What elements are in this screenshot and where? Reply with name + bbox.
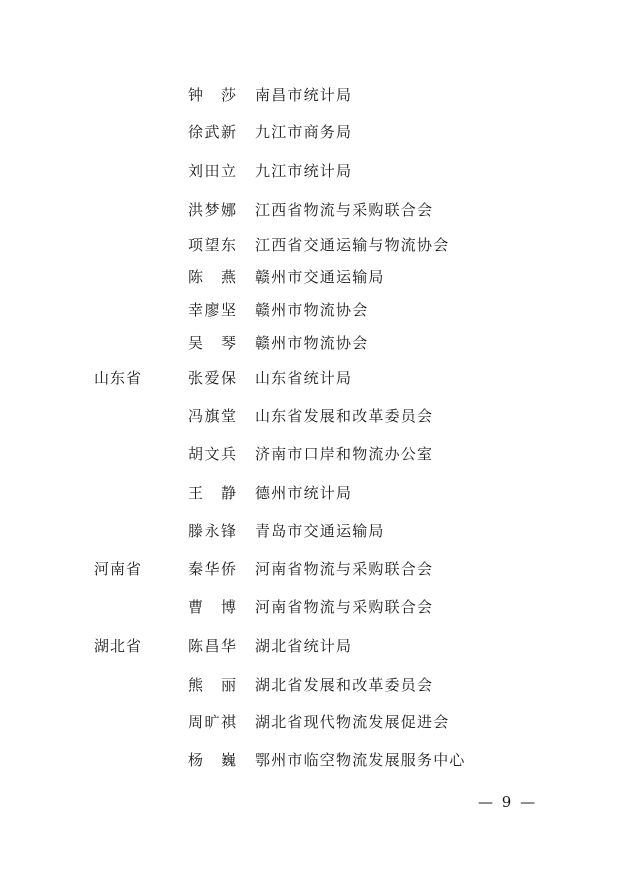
organization-name: 九江市商务局 xyxy=(255,123,353,141)
list-item xyxy=(0,404,620,428)
organization-name: 湖北省发展和改革委员会 xyxy=(255,676,434,694)
person-name: 周旷祺 xyxy=(188,713,236,731)
list-item xyxy=(0,83,620,107)
organization-name: 赣州市物流协会 xyxy=(255,301,369,319)
person-name: 幸廖坚 xyxy=(188,301,236,319)
person-name: 王 静 xyxy=(188,484,236,502)
organization-name: 河南省物流与采购联合会 xyxy=(255,598,434,616)
person-name: 曹 博 xyxy=(188,598,236,616)
person-name: 秦华侨 xyxy=(188,560,236,578)
list-item xyxy=(0,298,620,322)
organization-name: 九江市统计局 xyxy=(255,162,353,180)
list-item xyxy=(0,634,620,658)
person-name: 陈昌华 xyxy=(188,637,236,655)
person-name: 冯旗堂 xyxy=(188,407,236,425)
province-label: 河南省 xyxy=(94,560,143,578)
person-name: 项望东 xyxy=(188,236,236,254)
list-item xyxy=(0,331,620,355)
page-number: — 9 — xyxy=(478,793,538,811)
list-item xyxy=(0,442,620,466)
organization-name: 山东省发展和改革委员会 xyxy=(255,407,434,425)
person-name: 胡文兵 xyxy=(188,445,236,463)
organization-name: 赣州市物流协会 xyxy=(255,334,369,352)
organization-name: 青岛市交通运输局 xyxy=(255,522,385,540)
organization-name: 德州市统计局 xyxy=(255,484,353,502)
person-name: 熊 丽 xyxy=(188,676,236,694)
list-item xyxy=(0,748,620,772)
organization-name: 江西省交通运输与物流协会 xyxy=(255,236,450,254)
list-item xyxy=(0,710,620,734)
list-item xyxy=(0,366,620,390)
list-item xyxy=(0,673,620,697)
organization-name: 湖北省现代物流发展促进会 xyxy=(255,713,450,731)
organization-name: 江西省物流与采购联合会 xyxy=(255,201,434,219)
person-name: 杨 巍 xyxy=(188,751,236,769)
list-item xyxy=(0,198,620,222)
list-item xyxy=(0,120,620,144)
list-item xyxy=(0,557,620,581)
person-name: 滕永锋 xyxy=(188,522,236,540)
person-name: 钟 莎 xyxy=(188,86,236,104)
list-item xyxy=(0,595,620,619)
organization-name: 河南省物流与采购联合会 xyxy=(255,560,434,578)
organization-name: 赣州市交通运输局 xyxy=(255,268,385,286)
list-item xyxy=(0,265,620,289)
organization-name: 鄂州市临空物流发展服务中心 xyxy=(255,751,466,769)
list-item xyxy=(0,481,620,505)
person-name: 刘田立 xyxy=(188,162,236,180)
person-name: 吴 琴 xyxy=(188,334,236,352)
organization-name: 湖北省统计局 xyxy=(255,637,353,655)
list-item xyxy=(0,519,620,543)
person-name: 陈 燕 xyxy=(188,268,236,286)
organization-name: 山东省统计局 xyxy=(255,369,353,387)
list-item xyxy=(0,159,620,183)
organization-name: 济南市口岸和物流办公室 xyxy=(255,445,434,463)
province-label: 山东省 xyxy=(94,369,143,387)
list-item xyxy=(0,233,620,257)
province-label: 湖北省 xyxy=(94,637,143,655)
person-name: 徐武新 xyxy=(188,123,236,141)
organization-name: 南昌市统计局 xyxy=(255,86,353,104)
person-name: 洪梦娜 xyxy=(188,201,236,219)
person-name: 张爱保 xyxy=(188,369,236,387)
